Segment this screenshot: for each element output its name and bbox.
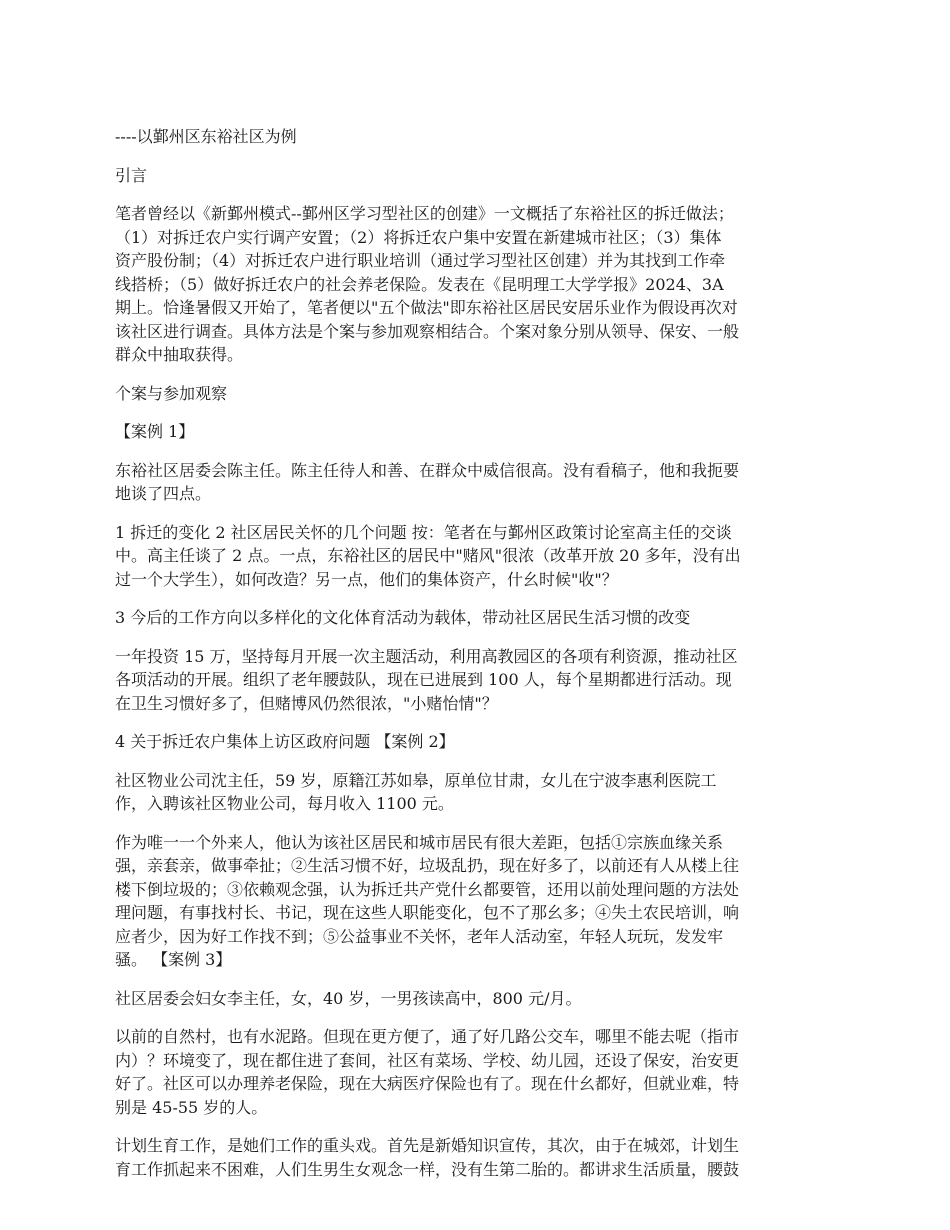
- text-line: 骚。 【案例 3】: [115, 950, 232, 969]
- text-line: 应者少，因为好工作找不到；⑤公益事业不关怀，老年人活动室，年轻人玩玩，发发牢: [115, 926, 724, 946]
- text-line: 育工作抓起来不困难，人们生男生女观念一样，没有生第二胎的。都讲求生活质量，腰鼓: [115, 1159, 740, 1179]
- text-line: ----以鄞州区东裕社区为例: [115, 127, 297, 146]
- paragraph: [115, 521, 835, 592]
- text-line: 期上。恰逢暑假又开始了，笔者便以"五个做法"即东裕社区居民安居乐业作为假设再次对: [115, 298, 738, 317]
- document-body: [115, 125, 835, 1181]
- paragraph: [115, 606, 835, 630]
- paragraph: [115, 987, 835, 1011]
- text-line: 以前的自然村，也有水泥路。但现在更方便了，通了好几路公交车，哪里不能去呢（指市: [115, 1027, 740, 1046]
- text-line: 4 关于拆迁农户集体上访区政府问题 【案例 2】: [115, 732, 455, 751]
- text-line: （1）对拆迁农户实行调产安置；（2）将拆迁农户集中安置在新建城市社区；（3）集体: [115, 227, 722, 247]
- text-line: 1 拆迁的变化 2 社区居民关怀的几个问题 按：笔者在与鄞州区政策讨论室高主任的交谈: [115, 522, 732, 542]
- text-line: 别是 45-55 岁的人。: [115, 1097, 268, 1117]
- section-heading-introduction: [115, 164, 835, 188]
- text-line: 理问题，有事找村长、书记，现在这些人职能变化，包不了那幺多；④失土农民培训，响: [115, 903, 740, 922]
- text-line: 中。高主任谈了 2 点。一点，东裕社区的居民中"赌风"很浓（改革开放 20 多年，没有出: [115, 546, 741, 565]
- text-line: 好了。社区可以办理养老保险，现在大病医疗保险也有了。现在什幺都好，但就业难，特: [115, 1074, 740, 1093]
- text-line: 强，亲套亲，做事牵扯；②生活习惯不好，垃圾乱扔，现在好多了，以前还有人从楼上往: [115, 856, 740, 875]
- text-line: 计划生育工作，是她们工作的重头戏。首先是新婚知识宣传，其次，由于在城郊，计划生: [115, 1136, 740, 1155]
- text-line: 资产股份制；（4）对拆迁农户进行职业培训（通过学习型社区创建）并为其找到工作牵: [115, 251, 726, 270]
- text-line: 地谈了四点。: [115, 484, 212, 503]
- text-line: 3 今后的工作方向以多样化的文化体育活动为载体，带动社区居民生活习惯的改变: [115, 608, 691, 627]
- paragraph: [115, 459, 835, 506]
- text-line: 笔者曾经以《新鄞州模式--鄞州区学习型社区的创建》一文概括了东裕社区的拆迁做法；: [115, 204, 734, 223]
- paragraph: [115, 730, 835, 754]
- text-line: 【案例 1】: [115, 422, 195, 441]
- case-heading: [115, 420, 835, 444]
- paragraph: [115, 1025, 835, 1119]
- text-line: 该社区进行调查。具体方法是个案与参加观察相结合。个案对象分别从领导、保安、一般: [115, 321, 740, 341]
- text-line: 群众中抽取获得。: [115, 345, 244, 364]
- paragraph: [115, 645, 835, 716]
- paragraph: [115, 202, 835, 367]
- text-line: 引言: [115, 165, 148, 185]
- text-line: 个案与参加观察: [115, 383, 228, 403]
- paragraph: [115, 831, 835, 972]
- text-line: 一年投资 15 万，坚持每月开展一次主题活动，利用高教园区的各项有利资源，推动社区: [115, 646, 738, 666]
- section-heading-cases: [115, 382, 835, 406]
- text-line: 作，入聘该社区物业公司，每月收入 1100 元。: [115, 794, 454, 813]
- text-line: 线搭桥；（5）做好拆迁农户的社会养老保险。发表在《昆明理工大学学报》2024、3A: [115, 274, 724, 294]
- subtitle: [115, 125, 835, 149]
- text-line: 过一个大学生），如何改造？另一点，他们的集体资产，什幺时候"收"？: [115, 569, 618, 589]
- text-line: 楼下倒垃圾的；③依赖观念强，认为拆迁共产党什幺都要管，还用以前处理问题的方法处: [115, 879, 740, 899]
- text-line: 内）？环境变了，现在都住进了套间，社区有菜场、学校、幼儿园，还设了保安，治安更: [115, 1050, 740, 1070]
- paragraph: [115, 769, 835, 816]
- text-line: 作为唯一一个外来人，他认为该社区居民和城市居民有很大差距，包括①宗族血缘关系: [115, 832, 724, 852]
- paragraph: [115, 1134, 835, 1181]
- text-line: 各项活动的开展。组织了老年腰鼓队，现在已进展到 100 人，每个星期都进行活动。现: [115, 670, 732, 689]
- text-line: 社区物业公司沈主任，59 岁，原籍江苏如皋，原单位甘肃，女儿在宁波李惠利医院工: [115, 770, 717, 790]
- text-line: 社区居委会妇女李主任，女，40 岁，一男孩读高中，800 元/月。: [115, 988, 582, 1008]
- text-line: 东裕社区居委会陈主任。陈主任待人和善、在群众中威信很高。没有看稿子，他和我扼要: [115, 460, 740, 480]
- text-line: 在卫生习惯好多了，但赌博风仍然很浓，"小赌怡情"？: [115, 693, 498, 713]
